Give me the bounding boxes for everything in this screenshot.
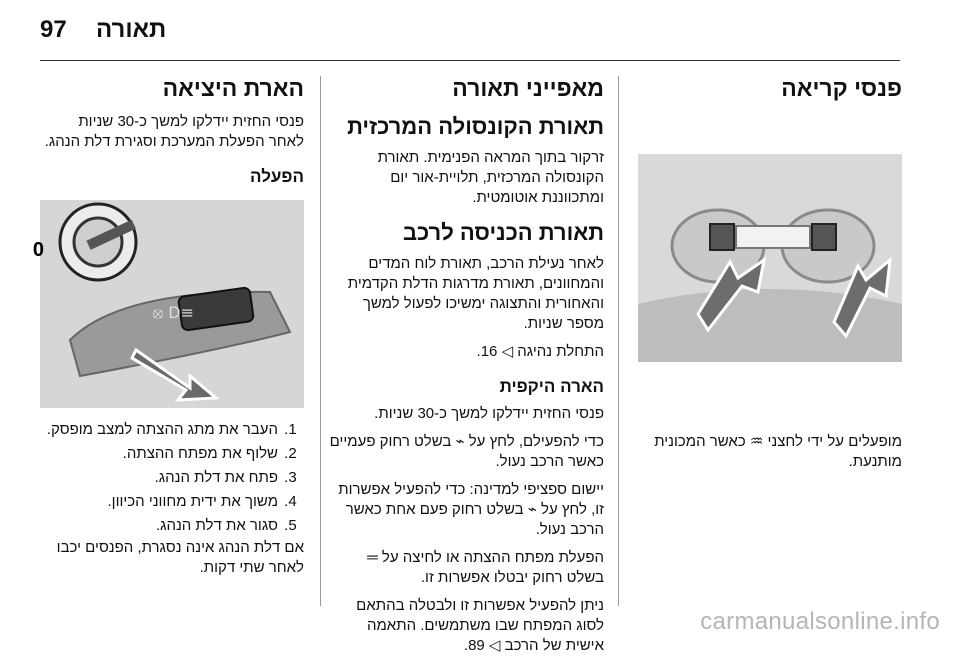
ambient-p2: כדי להפעילם, לחץ על ⌁ בשלט רחוק פעמיים כאשר הרכב נעול. — [329, 433, 604, 470]
column-divider — [320, 76, 321, 606]
ignition-position-label: 0 — [32, 239, 44, 261]
reading-lamp-icon — [638, 154, 902, 362]
reading-lamps-illustration — [638, 154, 902, 362]
page-number: 97 — [40, 16, 67, 43]
activation-step: 2. שלוף את מפתח ההצתה. — [40, 442, 280, 466]
exit-lighting-section — [32, 74, 304, 586]
reading-lamps-title: פנסי קריאה — [781, 75, 902, 101]
section-title: תאורה — [96, 16, 167, 43]
exit-lighting-intro: פנסי החזית יידלקו למשך כ-30 שניות לאחר הפעלת המערכת וסגירת דלת הנהג. — [44, 113, 304, 150]
reading-lamps-body: מופעלים על ידי לחצני ♒ כאשר המכונית מותנעת. — [654, 433, 902, 470]
ambient-p1: פנסי החזית יידלקו למשך כ-30 שניות. — [374, 405, 604, 422]
entry-lighting-ref: התחלת נהיגה ◁ 16. — [476, 343, 604, 360]
console-lighting-title: תאורת הקונסולה המרכזית — [347, 114, 604, 139]
entry-lighting-body: לאחר נעילת הרכב, תאורת לוח המדים והמחוונים, תאורת מדרגות הדלת הקדמית והאחורית והתצוגה ימשיכו לפעול למשך מספר שניות. — [347, 255, 604, 332]
ambient-p3: יישום ספציפי למדינה: כדי להפעיל אפשרות זו, לחץ על ⌁ בשלט רחוק פעם אחת כאשר הרכב נעול. — [338, 481, 604, 538]
svg-text:≡D ⦻: ≡D ⦻ — [152, 303, 194, 322]
header-rule — [40, 60, 900, 61]
turn-signal-illustration — [32, 200, 304, 408]
activation-step: 1. העבר את מתג ההצתה למצב מופסק. — [40, 418, 280, 442]
entry-lighting-title: תאורת הכניסה לרכב — [402, 220, 604, 245]
column-divider — [618, 76, 619, 606]
activation-step: 4. משוך את ידית מחווני הכיוון. — [40, 490, 280, 514]
lighting-features-title: מאפייני תאורה — [452, 75, 604, 101]
reading-lamps-section — [628, 74, 902, 480]
ignition-switch-icon — [32, 200, 304, 408]
exit-lighting-note: אם דלת הנהג אינה נסגרת, הפנסים יכבו לאחר שתי דקות. — [56, 539, 304, 576]
activation-step: 3. פתח את דלת הנהג. — [40, 466, 280, 490]
activation-title: הפעלה — [250, 167, 304, 186]
ambient-p4: הפעלת מפתח ההצתה או לחיצה על ═ בשלט רחוק יבטלו אפשרות זו. — [367, 549, 604, 586]
activation-step: 5. סגור את דלת הנהג. — [40, 514, 280, 538]
activation-steps — [40, 418, 304, 538]
ambient-lighting-title: הארה היקפית — [499, 377, 604, 396]
page-header — [0, 0, 960, 60]
exit-lighting-title: הארת היציאה — [162, 75, 304, 101]
watermark: carmanualsonline.info — [700, 608, 940, 635]
console-lighting-body: זרקור בתוך המראה הפנימית. תאורת הקונסולה המרכזית, תלויית-אור יום ומתכווננת אוטומטית. — [377, 149, 604, 206]
ambient-p5: ניתן להפעיל אפשרות זו ולבטלה בהתאם לסוג המפתח שבו משתמשים. התאמה אישית של הרכב ◁ 89. — [356, 597, 604, 654]
lighting-features-section — [328, 74, 604, 664]
